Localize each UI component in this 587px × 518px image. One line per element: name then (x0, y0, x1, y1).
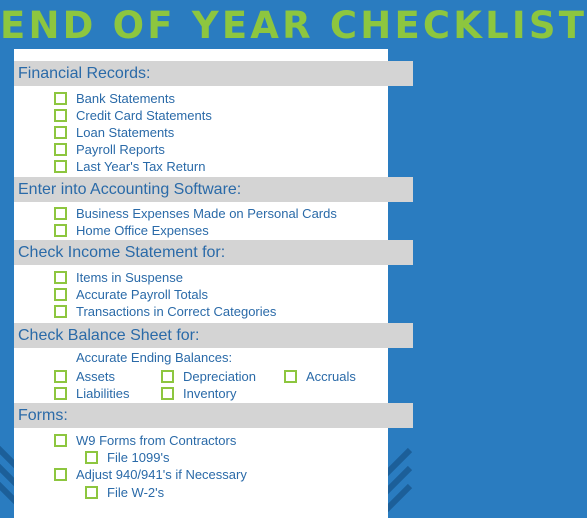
checkbox[interactable] (54, 160, 67, 173)
checkbox[interactable] (54, 92, 67, 105)
checklist-item-label: Transactions in Correct Categories (76, 304, 277, 319)
checkbox[interactable] (54, 305, 67, 318)
checklist-item-label: Last Year's Tax Return (76, 159, 206, 174)
section-heading-balance-sheet: Check Balance Sheet for: (14, 323, 413, 348)
page-title: END OF YEAR CHECKLIST (0, 4, 587, 47)
checkbox[interactable] (54, 288, 67, 301)
checkbox[interactable] (54, 434, 67, 447)
checklist-item-label: Depreciation (183, 369, 256, 384)
checklist-card (14, 49, 388, 518)
checkbox[interactable] (54, 126, 67, 139)
checklist-item-label: Loan Statements (76, 125, 175, 140)
section-heading-forms: Forms: (14, 403, 413, 428)
checkbox[interactable] (54, 387, 67, 400)
checklist-item-label: Adjust 940/941's if Necessary (76, 467, 247, 482)
section-heading-financial-records: Financial Records: (14, 61, 413, 86)
checkbox[interactable] (85, 486, 98, 499)
checkbox[interactable] (54, 143, 67, 156)
checkbox[interactable] (54, 468, 67, 481)
checklist-item-label: Bank Statements (76, 91, 175, 106)
checkbox[interactable] (54, 207, 67, 220)
checkbox[interactable] (54, 224, 67, 237)
checklist-item-label: Assets (76, 369, 116, 384)
checklist-item-label: Business Expenses Made on Personal Cards (76, 206, 337, 221)
checkbox[interactable] (54, 271, 67, 284)
section-heading-income-statement: Check Income Statement for: (14, 240, 413, 265)
checklist-item-label: Accruals (306, 369, 356, 384)
checkbox[interactable] (54, 109, 67, 122)
checklist-item-label: File 1099's (107, 450, 170, 465)
checklist-item-label: Home Office Expenses (76, 223, 209, 238)
checklist-item-label: Accurate Payroll Totals (76, 287, 208, 302)
checkbox[interactable] (161, 370, 174, 383)
checkbox[interactable] (85, 451, 98, 464)
checkbox[interactable] (161, 387, 174, 400)
checkbox[interactable] (54, 370, 67, 383)
checklist-item-label: Liabilities (76, 386, 130, 401)
section-heading-accounting-software: Enter into Accounting Software: (14, 177, 413, 202)
checklist-item-label: File W-2's (107, 485, 165, 500)
balance-subheading: Accurate Ending Balances: (76, 350, 233, 365)
checklist-item-label: Inventory (183, 386, 237, 401)
checklist-item-label: Items in Suspense (76, 270, 183, 285)
checkbox[interactable] (284, 370, 297, 383)
checklist-item-label: Payroll Reports (76, 142, 165, 157)
checklist-item-label: Credit Card Statements (76, 108, 212, 123)
checklist-item-label: W9 Forms from Contractors (76, 433, 237, 448)
